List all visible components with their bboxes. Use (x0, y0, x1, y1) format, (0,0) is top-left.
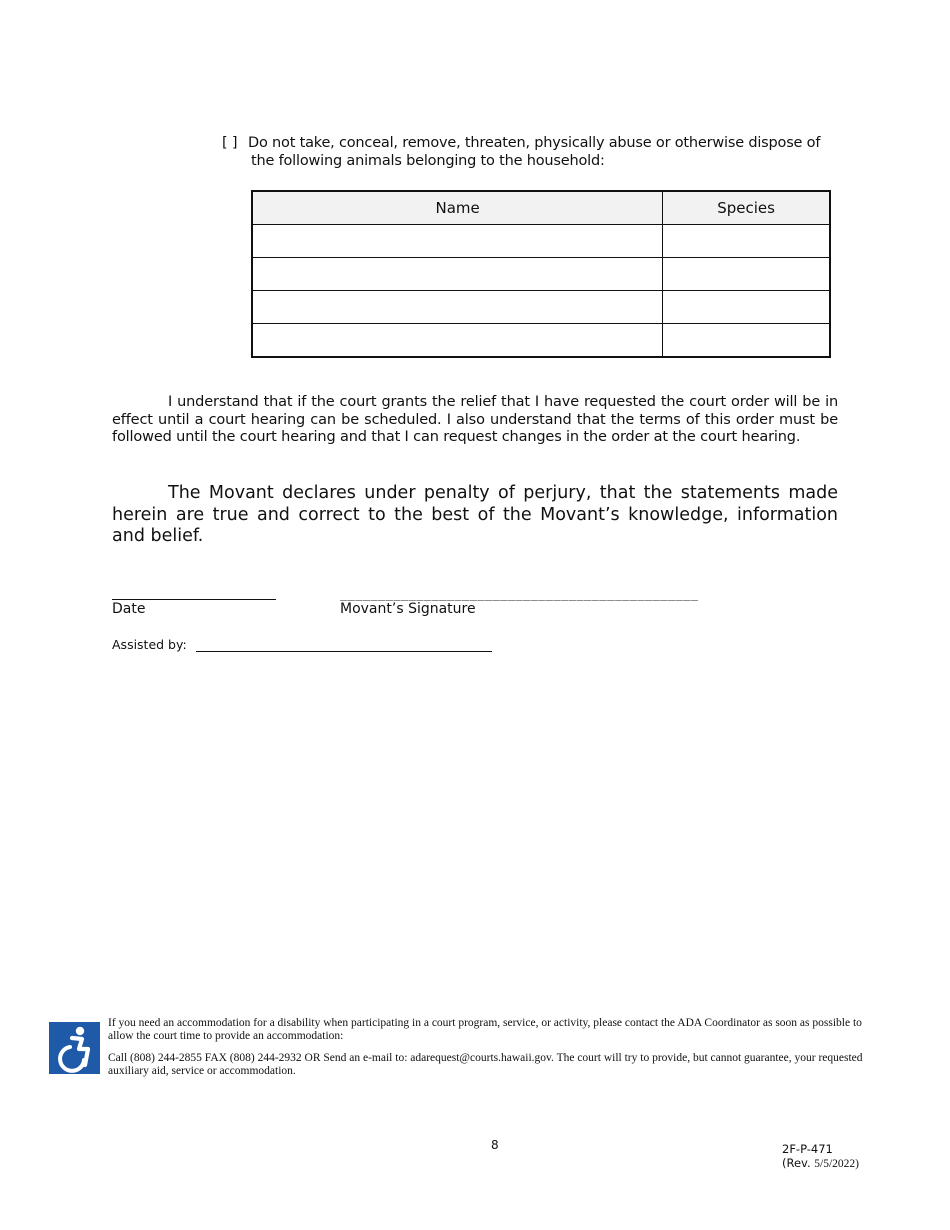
animals-table (251, 190, 831, 358)
form-number-block (782, 1142, 859, 1171)
assisted-by-line[interactable] (196, 651, 492, 652)
declaration-text: The Movant declares under penalty of perjury, that the statements made herein are true and correct to the best of the Movant’s knowledge, information and belief. (112, 483, 838, 546)
revision-date (782, 1156, 859, 1171)
animal-name-cell[interactable] (252, 258, 663, 291)
animal-name-cell[interactable] (252, 225, 663, 258)
date-line[interactable] (112, 599, 276, 600)
signature-line[interactable]: _______________________________________________ (340, 587, 699, 601)
animal-species-cell[interactable] (663, 291, 830, 324)
animal-clause-line2: the following animals belonging to the household: (251, 153, 605, 169)
animal-species-cell[interactable] (663, 324, 830, 358)
ada-notice-line2: Call (808) 244-2855 FAX (808) 244-2932 OR Send an e-mail to: adarequest@courts.hawaii.gov. The court will try to provide, but cannot guarantee, your requested auxiliary aid, service or accommodation. (108, 1052, 863, 1077)
revision-date-value: 5/5/2022) (814, 1158, 859, 1170)
declaration-paragraph (112, 483, 838, 548)
animal-name-cell[interactable] (252, 291, 663, 324)
ada-notice-line1: If you need an accommodation for a disability when participating in a court program, service, or activity, please contact the ADA Coordinator as soon as possible to allow the court time to provide an accommodation: (108, 1017, 862, 1042)
table-row (252, 258, 830, 291)
signature-label: Movant’s Signature (340, 601, 476, 617)
assisted-by-label: Assisted by: (112, 637, 187, 652)
accessibility-icon (49, 1022, 100, 1074)
page-number: 8 (491, 1138, 499, 1152)
animal-species-cell[interactable] (663, 225, 830, 258)
date-label: Date (112, 601, 146, 617)
ada-notice (108, 1017, 878, 1087)
table-row (252, 324, 830, 358)
animal-species-cell[interactable] (663, 258, 830, 291)
understanding-text: I understand that if the court grants the relief that I have requested the court order will be in effect until a court hearing can be scheduled. I also understand that the terms of this order must be followed until the court hearing and that I can request changes in the order at the court hearing. (112, 394, 838, 445)
table-header-row (252, 191, 830, 225)
animal-clause (222, 134, 838, 170)
understanding-paragraph (112, 394, 838, 447)
table-row (252, 291, 830, 324)
table-row (252, 225, 830, 258)
revision-prefix: (Rev. (782, 1156, 811, 1170)
animal-clause-line1: Do not take, conceal, remove, threaten, physically abuse or otherwise dispose of (248, 135, 821, 151)
header-species: Species (663, 191, 830, 225)
animal-clause-checkbox[interactable]: [ ] (222, 135, 238, 151)
form-number: 2F-P-471 (782, 1142, 833, 1156)
animal-name-cell[interactable] (252, 324, 663, 358)
header-name: Name (252, 191, 663, 225)
